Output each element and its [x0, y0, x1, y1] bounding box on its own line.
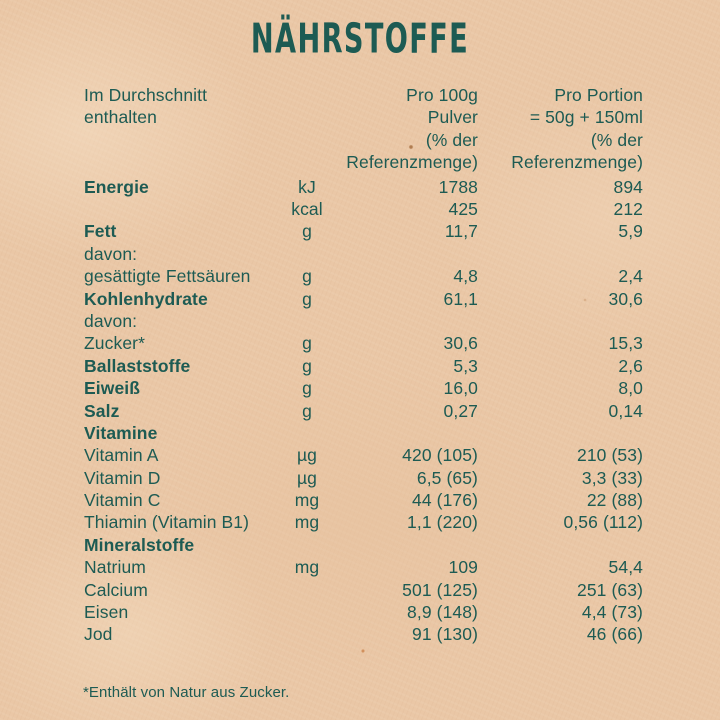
value-per-100g: 44 (176) — [412, 490, 478, 511]
value-per-portion: 212 — [613, 199, 643, 220]
row-unit — [277, 310, 337, 332]
row-label: Mineralstoffe — [84, 534, 195, 555]
value-per-portion: 22 (88) — [586, 490, 643, 511]
value-per-portion: 210 (53) — [577, 445, 643, 466]
value-per-portion: 4,4 (73) — [581, 602, 643, 623]
header-per-portion-line3: (% der — [590, 129, 643, 150]
value-per-portion — [478, 310, 643, 332]
value-per-100g — [337, 243, 478, 265]
row-unit: kJ — [298, 176, 316, 197]
table-row — [84, 534, 643, 556]
row-label: gesättigte Fettsäuren — [84, 266, 251, 287]
row-unit: kcal — [291, 199, 323, 220]
nutrition-rows — [84, 176, 643, 646]
header-average-contained — [84, 84, 277, 174]
row-label: Energie — [84, 176, 149, 197]
header-per-100g — [337, 84, 478, 174]
header-per-portion-line2: = 50g + 150ml — [529, 107, 643, 128]
header-per-100g-line2: Pulver — [427, 107, 478, 128]
header-per-portion-line4: Referenzmenge) — [511, 152, 643, 173]
value-per-portion: 15,3 — [608, 333, 643, 354]
table-row — [84, 400, 643, 422]
value-per-portion: 0,14 — [608, 400, 643, 421]
header-average-line2: enthalten — [84, 107, 157, 128]
value-per-100g: 501 (125) — [402, 579, 478, 600]
value-per-100g: 420 (105) — [402, 445, 478, 466]
header-per-100g-line1: Pro 100g — [406, 85, 478, 105]
row-unit: g — [302, 378, 312, 399]
value-per-100g: 0,27 — [443, 400, 478, 421]
value-per-portion: 5,9 — [618, 221, 643, 242]
row-label: Salz — [84, 400, 120, 421]
row-label: Vitamine — [84, 422, 158, 443]
value-per-100g: 91 (130) — [412, 624, 478, 645]
row-unit: µg — [296, 445, 318, 466]
page-title: NÄHRSTOFFE — [250, 15, 470, 63]
table-row — [84, 556, 643, 578]
value-per-portion — [478, 422, 643, 444]
row-unit: g — [302, 221, 312, 242]
row-label: Kohlenhydrate — [84, 288, 208, 309]
value-per-100g: 6,5 (65) — [416, 467, 478, 488]
row-label: Zucker* — [84, 333, 145, 354]
value-per-100g: 425 — [448, 199, 478, 220]
header-per-portion-line1: Pro Portion — [554, 85, 643, 105]
row-label — [84, 198, 277, 220]
row-label: Eisen — [84, 602, 129, 623]
row-unit: µg — [296, 467, 318, 488]
value-per-portion: 2,6 — [618, 355, 643, 376]
value-per-100g: 1788 — [438, 176, 478, 197]
value-per-100g: 4,8 — [453, 266, 478, 287]
table-row — [84, 511, 643, 533]
row-label: Vitamin A — [84, 445, 159, 466]
row-unit: g — [302, 333, 312, 354]
value-per-portion: 2,4 — [618, 266, 643, 287]
row-label: Jod — [84, 624, 113, 645]
value-per-100g: 11,7 — [444, 221, 478, 242]
value-per-portion: 0,56 (112) — [563, 512, 643, 533]
value-per-100g: 16,0 — [443, 378, 478, 399]
table-row — [84, 444, 643, 466]
value-per-100g: 5,3 — [453, 355, 478, 376]
row-label: Thiamin (Vitamin B1) — [84, 512, 250, 533]
value-per-portion: 8,0 — [618, 378, 643, 399]
table-row — [84, 377, 643, 399]
table-row — [84, 489, 643, 511]
table-header — [84, 84, 643, 174]
row-unit: mg — [294, 557, 320, 578]
row-label: davon: — [84, 310, 138, 331]
table-row — [84, 422, 643, 444]
row-unit: g — [302, 266, 312, 287]
row-unit — [277, 243, 337, 265]
table-row — [84, 355, 643, 377]
table-row — [84, 265, 643, 287]
row-unit — [277, 422, 337, 444]
value-per-portion: 894 — [613, 176, 643, 197]
table-row — [84, 243, 643, 265]
row-unit: mg — [294, 512, 320, 533]
header-per-100g-line3: (% der — [425, 129, 478, 150]
row-unit: g — [302, 400, 312, 421]
value-per-100g — [337, 422, 478, 444]
header-average-line1: Im Durchschnitt — [84, 85, 208, 105]
value-per-100g: 8,9 (148) — [407, 602, 478, 623]
value-per-100g — [337, 310, 478, 332]
value-per-portion — [478, 534, 643, 556]
table-row — [84, 220, 643, 242]
row-label: davon: — [84, 243, 138, 264]
table-row — [84, 623, 643, 645]
row-label: Fett — [84, 221, 117, 242]
value-per-100g: 1,1 (220) — [407, 512, 478, 533]
row-label: Natrium — [84, 557, 146, 578]
row-unit — [277, 534, 337, 556]
table-row — [84, 288, 643, 310]
row-label: Ballaststoffe — [84, 355, 191, 376]
row-unit: g — [302, 288, 312, 309]
table-row — [84, 310, 643, 332]
value-per-portion: 251 (63) — [577, 579, 643, 600]
value-per-portion: 54,4 — [608, 557, 643, 578]
sugar-footnote: *Enthält von Natur aus Zucker. — [83, 684, 290, 701]
value-per-100g: 109 — [448, 557, 478, 578]
value-per-100g — [337, 534, 478, 556]
table-row — [84, 467, 643, 489]
table-row — [84, 579, 643, 601]
row-label: Eiweiß — [84, 378, 141, 399]
value-per-100g: 61,1 — [443, 288, 478, 309]
value-per-portion: 30,6 — [608, 288, 643, 309]
value-per-portion: 3,3 (33) — [581, 467, 643, 488]
row-unit: g — [302, 355, 312, 376]
table-row — [84, 198, 643, 220]
row-unit — [277, 623, 337, 645]
row-label: Vitamin D — [84, 467, 161, 488]
row-unit — [277, 579, 337, 601]
nutrition-table — [84, 84, 643, 646]
value-per-portion — [478, 243, 643, 265]
header-per-portion — [478, 84, 643, 174]
table-row — [84, 176, 643, 198]
header-unit-spacer — [277, 84, 337, 174]
value-per-100g: 30,6 — [443, 333, 478, 354]
row-label: Vitamin C — [84, 490, 161, 511]
table-row — [84, 332, 643, 354]
row-unit — [277, 601, 337, 623]
header-per-100g-line4: Referenzmenge) — [346, 152, 478, 173]
row-label: Calcium — [84, 579, 148, 600]
table-row — [84, 601, 643, 623]
row-unit: mg — [294, 490, 320, 511]
value-per-portion: 46 (66) — [586, 624, 643, 645]
